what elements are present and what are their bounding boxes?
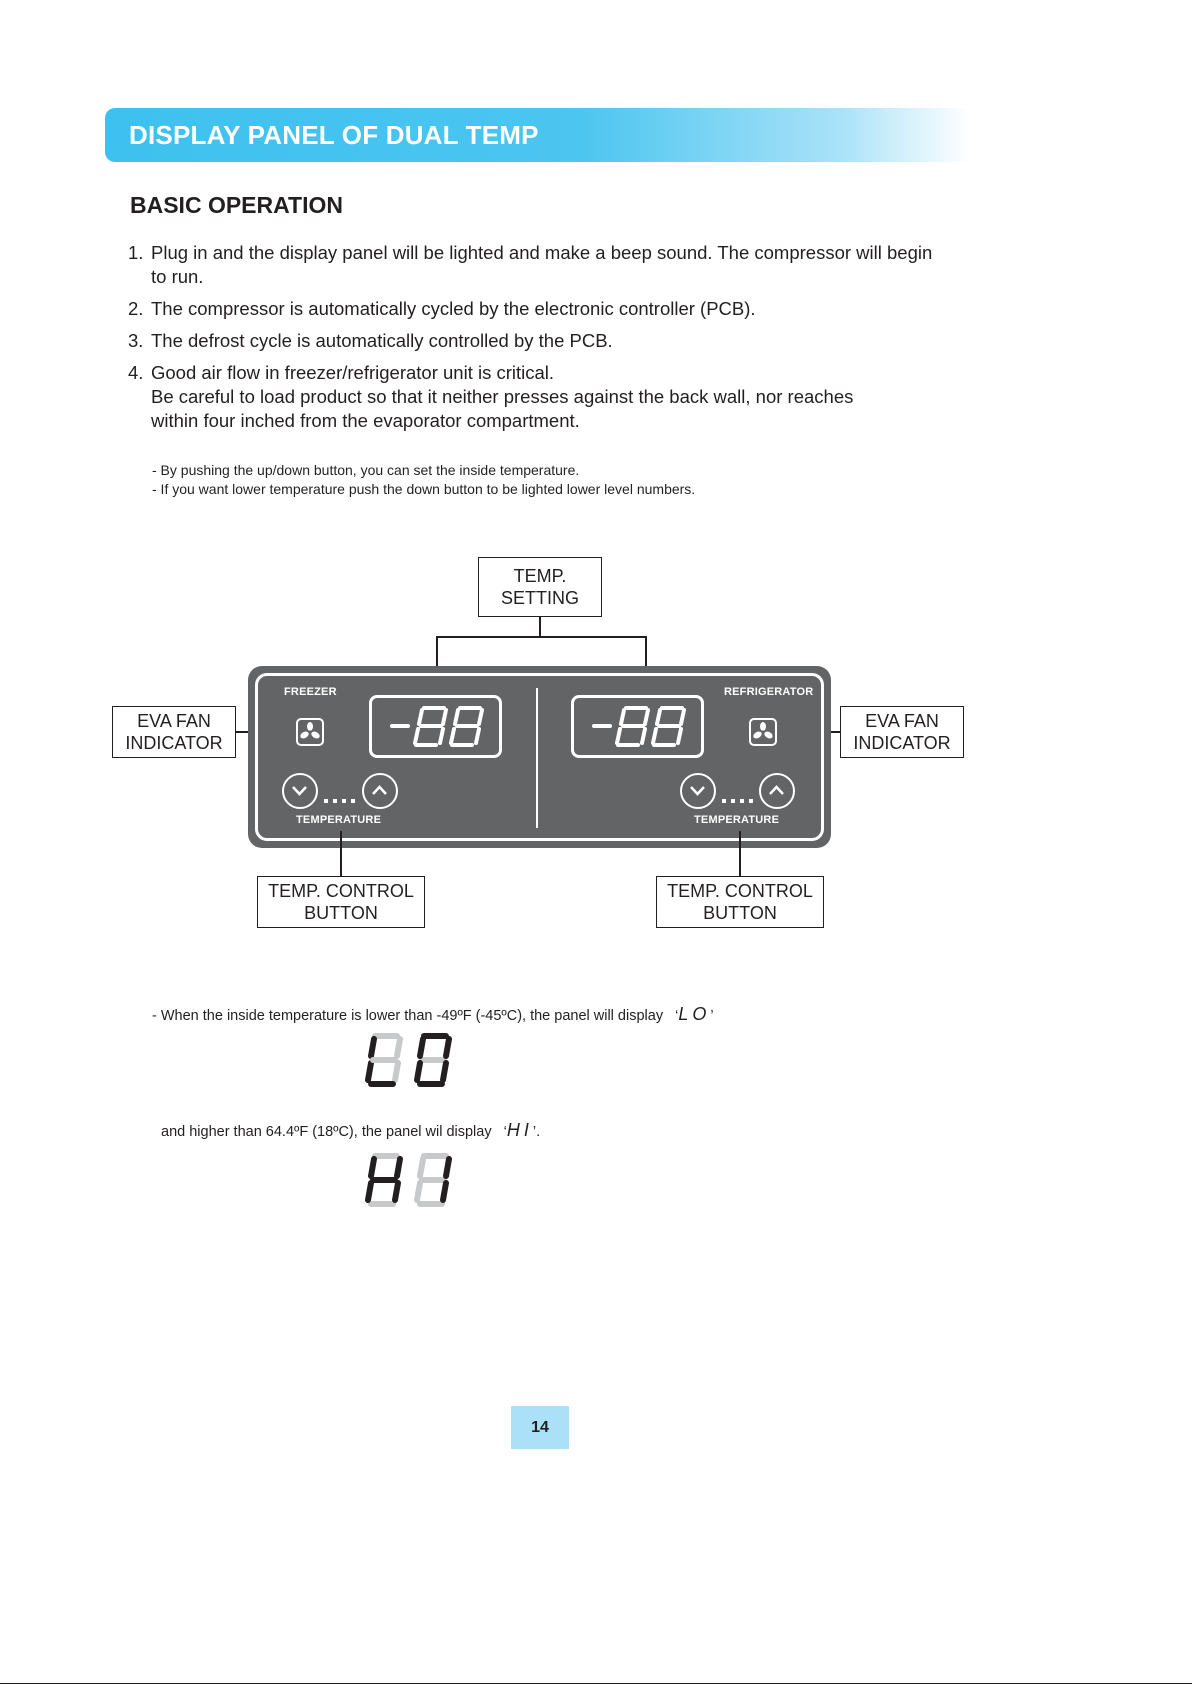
section-title: BASIC OPERATION <box>130 192 343 218</box>
connector-line <box>739 831 741 876</box>
temp-control-label-right: TEMP. CONTROL BUTTON <box>656 876 824 928</box>
hi-display-graphic <box>365 1150 465 1210</box>
panel-divider <box>536 688 538 828</box>
notes <box>152 461 695 499</box>
temp-setting-label: TEMP. SETTING <box>478 557 602 617</box>
lo-note: - When the inside temperature is lower than -49ºF (-45ºC), the panel will display ‘LO’ <box>152 1004 714 1024</box>
button-dots <box>722 790 758 794</box>
refrigerator-fan-icon <box>749 718 777 746</box>
refrigerator-label: REFRIGERATOR <box>724 686 814 698</box>
refrigerator-temp-display <box>571 695 704 758</box>
chevron-down-icon <box>682 775 713 806</box>
freezer-up-button[interactable] <box>362 773 398 809</box>
bottom-rule <box>0 1683 1192 1684</box>
seven-segment-readout <box>372 698 499 755</box>
list-item: 4. Good air flow in freezer/refrigerator unit is critical. Be careful to load product so that it neither presses against the back wall, nor reaches within four inched from the evaporator compartment. <box>128 362 854 431</box>
freezer-temp-display <box>369 695 502 758</box>
freezer-label: FREEZER <box>284 686 337 698</box>
connector-line <box>539 617 541 637</box>
refrigerator-up-button[interactable] <box>759 773 795 809</box>
eva-fan-label-right: EVA FAN INDICATOR <box>840 706 964 758</box>
refrigerator-down-button[interactable] <box>680 773 716 809</box>
list-item: 1. Plug in and the display panel will be lighted and make a beep sound. The compressor will begin to run. <box>128 242 933 287</box>
lo-display-graphic <box>365 1030 465 1090</box>
note-line: - If you want lower temperature push the down button to be lighted lower level numbers. <box>152 481 696 497</box>
chevron-up-icon <box>761 775 792 806</box>
list-item: 3. The defrost cycle is automatically controlled by the PCB. <box>128 330 613 351</box>
freezer-fan-icon <box>296 718 324 746</box>
seven-segment-readout <box>574 698 701 755</box>
page-title: DISPLAY PANEL OF DUAL TEMP <box>129 120 539 150</box>
button-dots <box>324 790 360 794</box>
connector-line <box>340 831 342 876</box>
chevron-up-icon <box>364 775 395 806</box>
refrigerator-temperature-label: TEMPERATURE <box>694 814 780 826</box>
page-number: 14 <box>511 1406 569 1449</box>
hi-code-inline: HI <box>506 1120 533 1140</box>
connector-line <box>436 636 646 638</box>
eva-fan-label-left: EVA FAN INDICATOR <box>112 706 236 758</box>
chevron-down-icon <box>284 775 315 806</box>
display-panel <box>248 666 831 848</box>
header-banner <box>105 108 970 162</box>
hi-note: and higher than 64.4ºF (18ºC), the panel wil display ‘HI’. <box>161 1120 541 1140</box>
freezer-down-button[interactable] <box>282 773 318 809</box>
note-line: - By pushing the up/down button, you can set the inside temperature. <box>152 462 580 478</box>
freezer-temperature-label: TEMPERATURE <box>296 814 382 826</box>
steps-list <box>128 241 988 441</box>
lo-code-inline: LO <box>678 1004 711 1024</box>
list-item: 2. The compressor is automatically cycled by the electronic controller (PCB). <box>128 298 756 319</box>
temp-control-label-left: TEMP. CONTROL BUTTON <box>257 876 425 928</box>
